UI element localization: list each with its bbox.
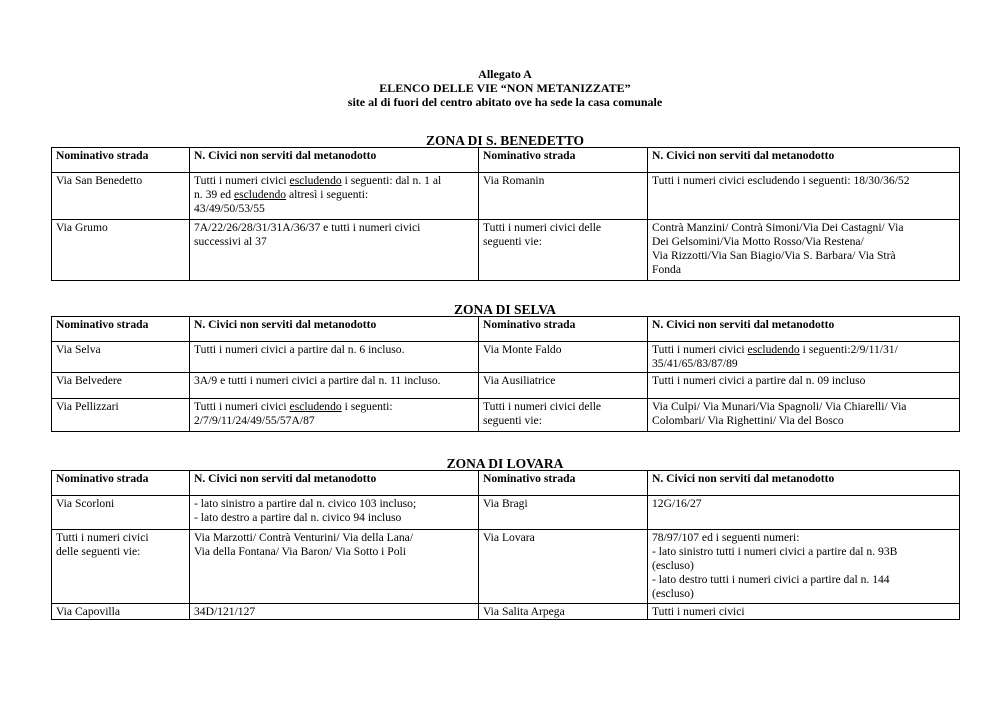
civic-numbers: Via Culpi/ Via Munari/Via Spagnoli/ Via Chiarelli/ Via Colombari/ Via Righettini/ Via del Bosco bbox=[648, 399, 960, 432]
civic-numbers: 78/97/107 ed i seguenti numeri: - lato sinistro tutti i numeri civici a partire dal n. 93B (escluso) - lato destro tutti i numeri civici a partire dal n. 144 (escluso) bbox=[648, 530, 960, 604]
street-name: Via Salita Arpega bbox=[479, 604, 648, 620]
street-name: Via Lovara bbox=[479, 530, 648, 604]
header-subtitle: site al di fuori del centro abitato ove ha sede la casa comunale bbox=[347, 95, 663, 109]
civic-numbers: 12G/16/27 bbox=[648, 496, 960, 530]
zone-table-selva bbox=[51, 316, 960, 432]
street-name: Via Ausiliatrice bbox=[479, 373, 648, 399]
column-header-civics: N. Civici non serviti dal metanodotto bbox=[190, 148, 479, 173]
street-name: Via Selva bbox=[52, 342, 190, 373]
street-name: Via Scorloni bbox=[52, 496, 190, 530]
street-name: Via Monte Faldo bbox=[479, 342, 648, 373]
zone-table-lovara bbox=[51, 470, 960, 620]
column-header-street: Nominativo strada bbox=[52, 317, 190, 342]
column-header-street: Nominativo strada bbox=[479, 317, 648, 342]
table-header-row bbox=[52, 148, 960, 173]
table-row bbox=[52, 373, 960, 399]
column-header-street: Nominativo strada bbox=[479, 471, 648, 496]
civic-numbers: Tutti i numeri civici escludendo i seguenti: 18/30/36/52 bbox=[648, 173, 960, 220]
zone-title-s-benedetto: ZONA DI S. BENEDETTO bbox=[425, 133, 585, 148]
zone-title-lovara: ZONA DI LOVARA bbox=[446, 456, 564, 471]
street-name: Via Romanin bbox=[479, 173, 648, 220]
street-name: Via Belvedere bbox=[52, 373, 190, 399]
street-name: Via Capovilla bbox=[52, 604, 190, 620]
column-header-street: Nominativo strada bbox=[52, 471, 190, 496]
civic-numbers: 34D/121/127 bbox=[190, 604, 479, 620]
civic-numbers: 3A/9 e tutti i numeri civici a partire dal n. 11 incluso. bbox=[190, 373, 479, 399]
civic-numbers: Tutti i numeri civici escludendo i seguenti: dal n. 1 al n. 39 ed escludendo altresì i seguenti: 43/49/50/53/55 bbox=[190, 173, 479, 220]
column-header-street: Nominativo strada bbox=[52, 148, 190, 173]
zone-table-s-benedetto bbox=[51, 147, 960, 281]
civic-numbers: Tutti i numeri civici a partire dal n. 09 incluso bbox=[648, 373, 960, 399]
civic-numbers: Via Marzotti/ Contrà Venturini/ Via della Lana/ Via della Fontana/ Via Baron/ Via Sotto i Poli bbox=[190, 530, 479, 604]
table-row bbox=[52, 530, 960, 604]
table-row bbox=[52, 342, 960, 373]
street-name: Via San Benedetto bbox=[52, 173, 190, 220]
header-attachment: Allegato A bbox=[478, 67, 532, 81]
table-row bbox=[52, 173, 960, 220]
civic-numbers: Tutti i numeri civici escludendo i seguenti: 2/7/9/11/24/49/55/57A/87 bbox=[190, 399, 479, 432]
column-header-civics: N. Civici non serviti dal metanodotto bbox=[190, 471, 479, 496]
document-header bbox=[0, 67, 992, 109]
table-header-row bbox=[52, 317, 960, 342]
table-row bbox=[52, 220, 960, 281]
column-header-civics: N. Civici non serviti dal metanodotto bbox=[190, 317, 479, 342]
table-row bbox=[52, 604, 960, 620]
street-name: Via Pellizzari bbox=[52, 399, 190, 432]
header-title: ELENCO DELLE VIE “NON METANIZZATE” bbox=[379, 81, 631, 95]
zone-title-selva: ZONA DI SELVA bbox=[453, 302, 557, 317]
column-header-civics: N. Civici non serviti dal metanodotto bbox=[648, 148, 960, 173]
civic-numbers: Tutti i numeri civici a partire dal n. 6 incluso. bbox=[190, 342, 479, 373]
table-header-row bbox=[52, 471, 960, 496]
table-row bbox=[52, 496, 960, 530]
street-name: Tutti i numeri civici delle seguenti vie: bbox=[52, 530, 190, 604]
table-row bbox=[52, 399, 960, 432]
column-header-civics: N. Civici non serviti dal metanodotto bbox=[648, 317, 960, 342]
street-name: Via Bragi bbox=[479, 496, 648, 530]
civic-numbers: Tutti i numeri civici escludendo i seguenti:2/9/11/31/ 35/41/65/83/87/89 bbox=[648, 342, 960, 373]
civic-numbers: Contrà Manzini/ Contrà Simoni/Via Dei Castagni/ Via Dei Gelsomini/Via Motto Rosso/Via Restena/ Via Rizzotti/Via San Biagio/Via S. Barbara/ Via Strà Fonda bbox=[648, 220, 960, 281]
civic-numbers: 7A/22/26/28/31/31A/36/37 e tutti i numeri civici successivi al 37 bbox=[190, 220, 479, 281]
street-name: Via Grumo bbox=[52, 220, 190, 281]
civic-numbers: - lato sinistro a partire dal n. civico 103 incluso; - lato destro a partire dal n. civico 94 incluso bbox=[190, 496, 479, 530]
civic-numbers: Tutti i numeri civici bbox=[648, 604, 960, 620]
column-header-street: Nominativo strada bbox=[479, 148, 648, 173]
street-name: Tutti i numeri civici delle seguenti vie: bbox=[479, 220, 648, 281]
street-name: Tutti i numeri civici delle seguenti vie: bbox=[479, 399, 648, 432]
column-header-civics: N. Civici non serviti dal metanodotto bbox=[648, 471, 960, 496]
